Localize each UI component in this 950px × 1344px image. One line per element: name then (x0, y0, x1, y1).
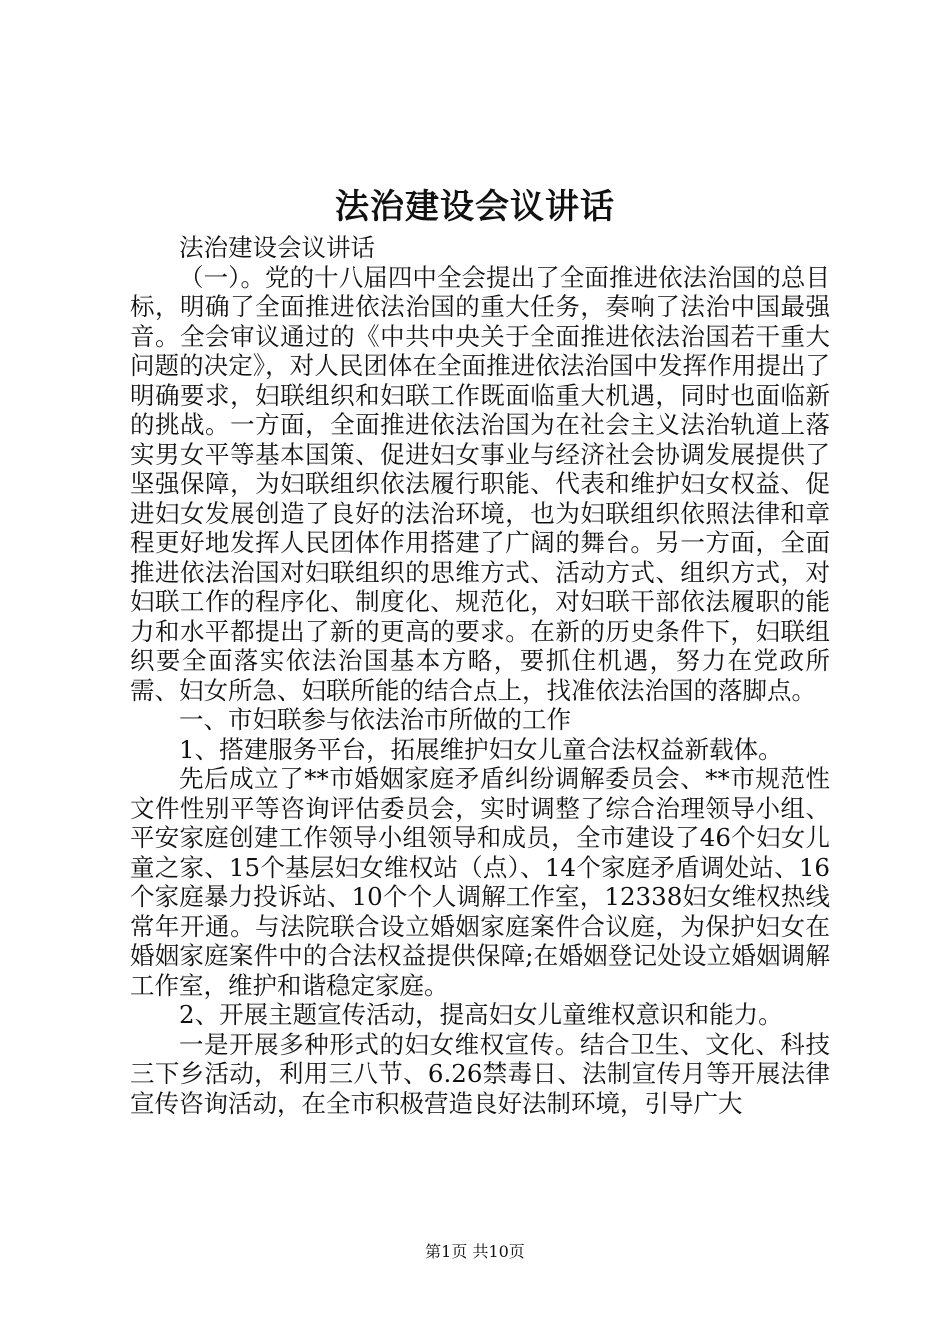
paragraph-heading: 法治建设会议讲话 (179, 233, 375, 262)
subsection-heading: 1、搭建服务平台，拓展维护妇女儿童合法权益新载体。 (179, 734, 783, 764)
subsection-heading: 2、开展主题宣传活动，提高妇女儿童维权意识和能力。 (179, 1000, 783, 1029)
paragraph-intro: （一）。党的十八届四中全会提出了全面推进依法治国的总目标，明确了全面推进依法治国的重大任务，奏响了法治中国最强音。全会审议通过的《中共中央关于全面推进依法治国若干重大问题的决定》，对人民团体在全面推进依法治国中发挥作用提出了明确要求，妇联组织和妇联工作既面临重大机遇，同时也面临新的挑战。一方面，全面推进依法治国为在社会主义法治轨道上落实男女平等基本国策、促进妇女事业与经济社会协调发展提供了坚强保障，为妇联组织依法履行职能、代表和维护妇女权益、促进妇女发展创造了良好的法治环境，也为妇联组织依照法律和章程更好地发挥人民团体作用搭建了广阔的舞台。另一方面，全面推进依法治国对妇联组织的思维方式、活动方式、组织方式，对妇联工作的程序化、制度化、规范化，对妇联干部依法履职的能力和水平都提出了新的更高的要求。在新的历史条件下，妇联组织要全面落实依法治国基本方略，要抓住机遇，努力在党政所需、妇女所急、妇联所能的结合点上，找准依法治国的落脚点。 (130, 262, 830, 705)
section-heading: 一、市妇联参与依法治市所做的工作 (179, 705, 571, 734)
document-title: 法治建设会议讲话 (335, 187, 615, 227)
page-footer: 第1页 共10页 (425, 1242, 525, 1261)
paragraph: 一是开展多种形式的妇女维权宣传。结合卫生、文化、科技三下乡活动，利用三八节、6.26禁毒日、法制宣传月等开展法律宣传咨询活动，在全市积极营造良好法制环境，引导广大 (130, 1029, 830, 1118)
paragraph: 先后成立了**市婚姻家庭矛盾纠纷调解委员会、**市规范性文件性别平等咨询评估委员会，实时调整了综合治理领导小组、平安家庭创建工作领导小组领导和成员，全市建设了46个妇女儿童之家、15个基层妇女维权站（点）、14个家庭矛盾调处站、16个家庭暴力投诉站、10个个人调解工作室，12338妇女维权热线常年开通。与法院联合设立婚姻家庭案件合议庭，为保护妇女在婚姻家庭案件中的合法权益提供保障;在婚姻登记处设立婚姻调解工作室，维护和谐稳定家庭。 (130, 764, 830, 1000)
document-body (130, 233, 830, 1118)
